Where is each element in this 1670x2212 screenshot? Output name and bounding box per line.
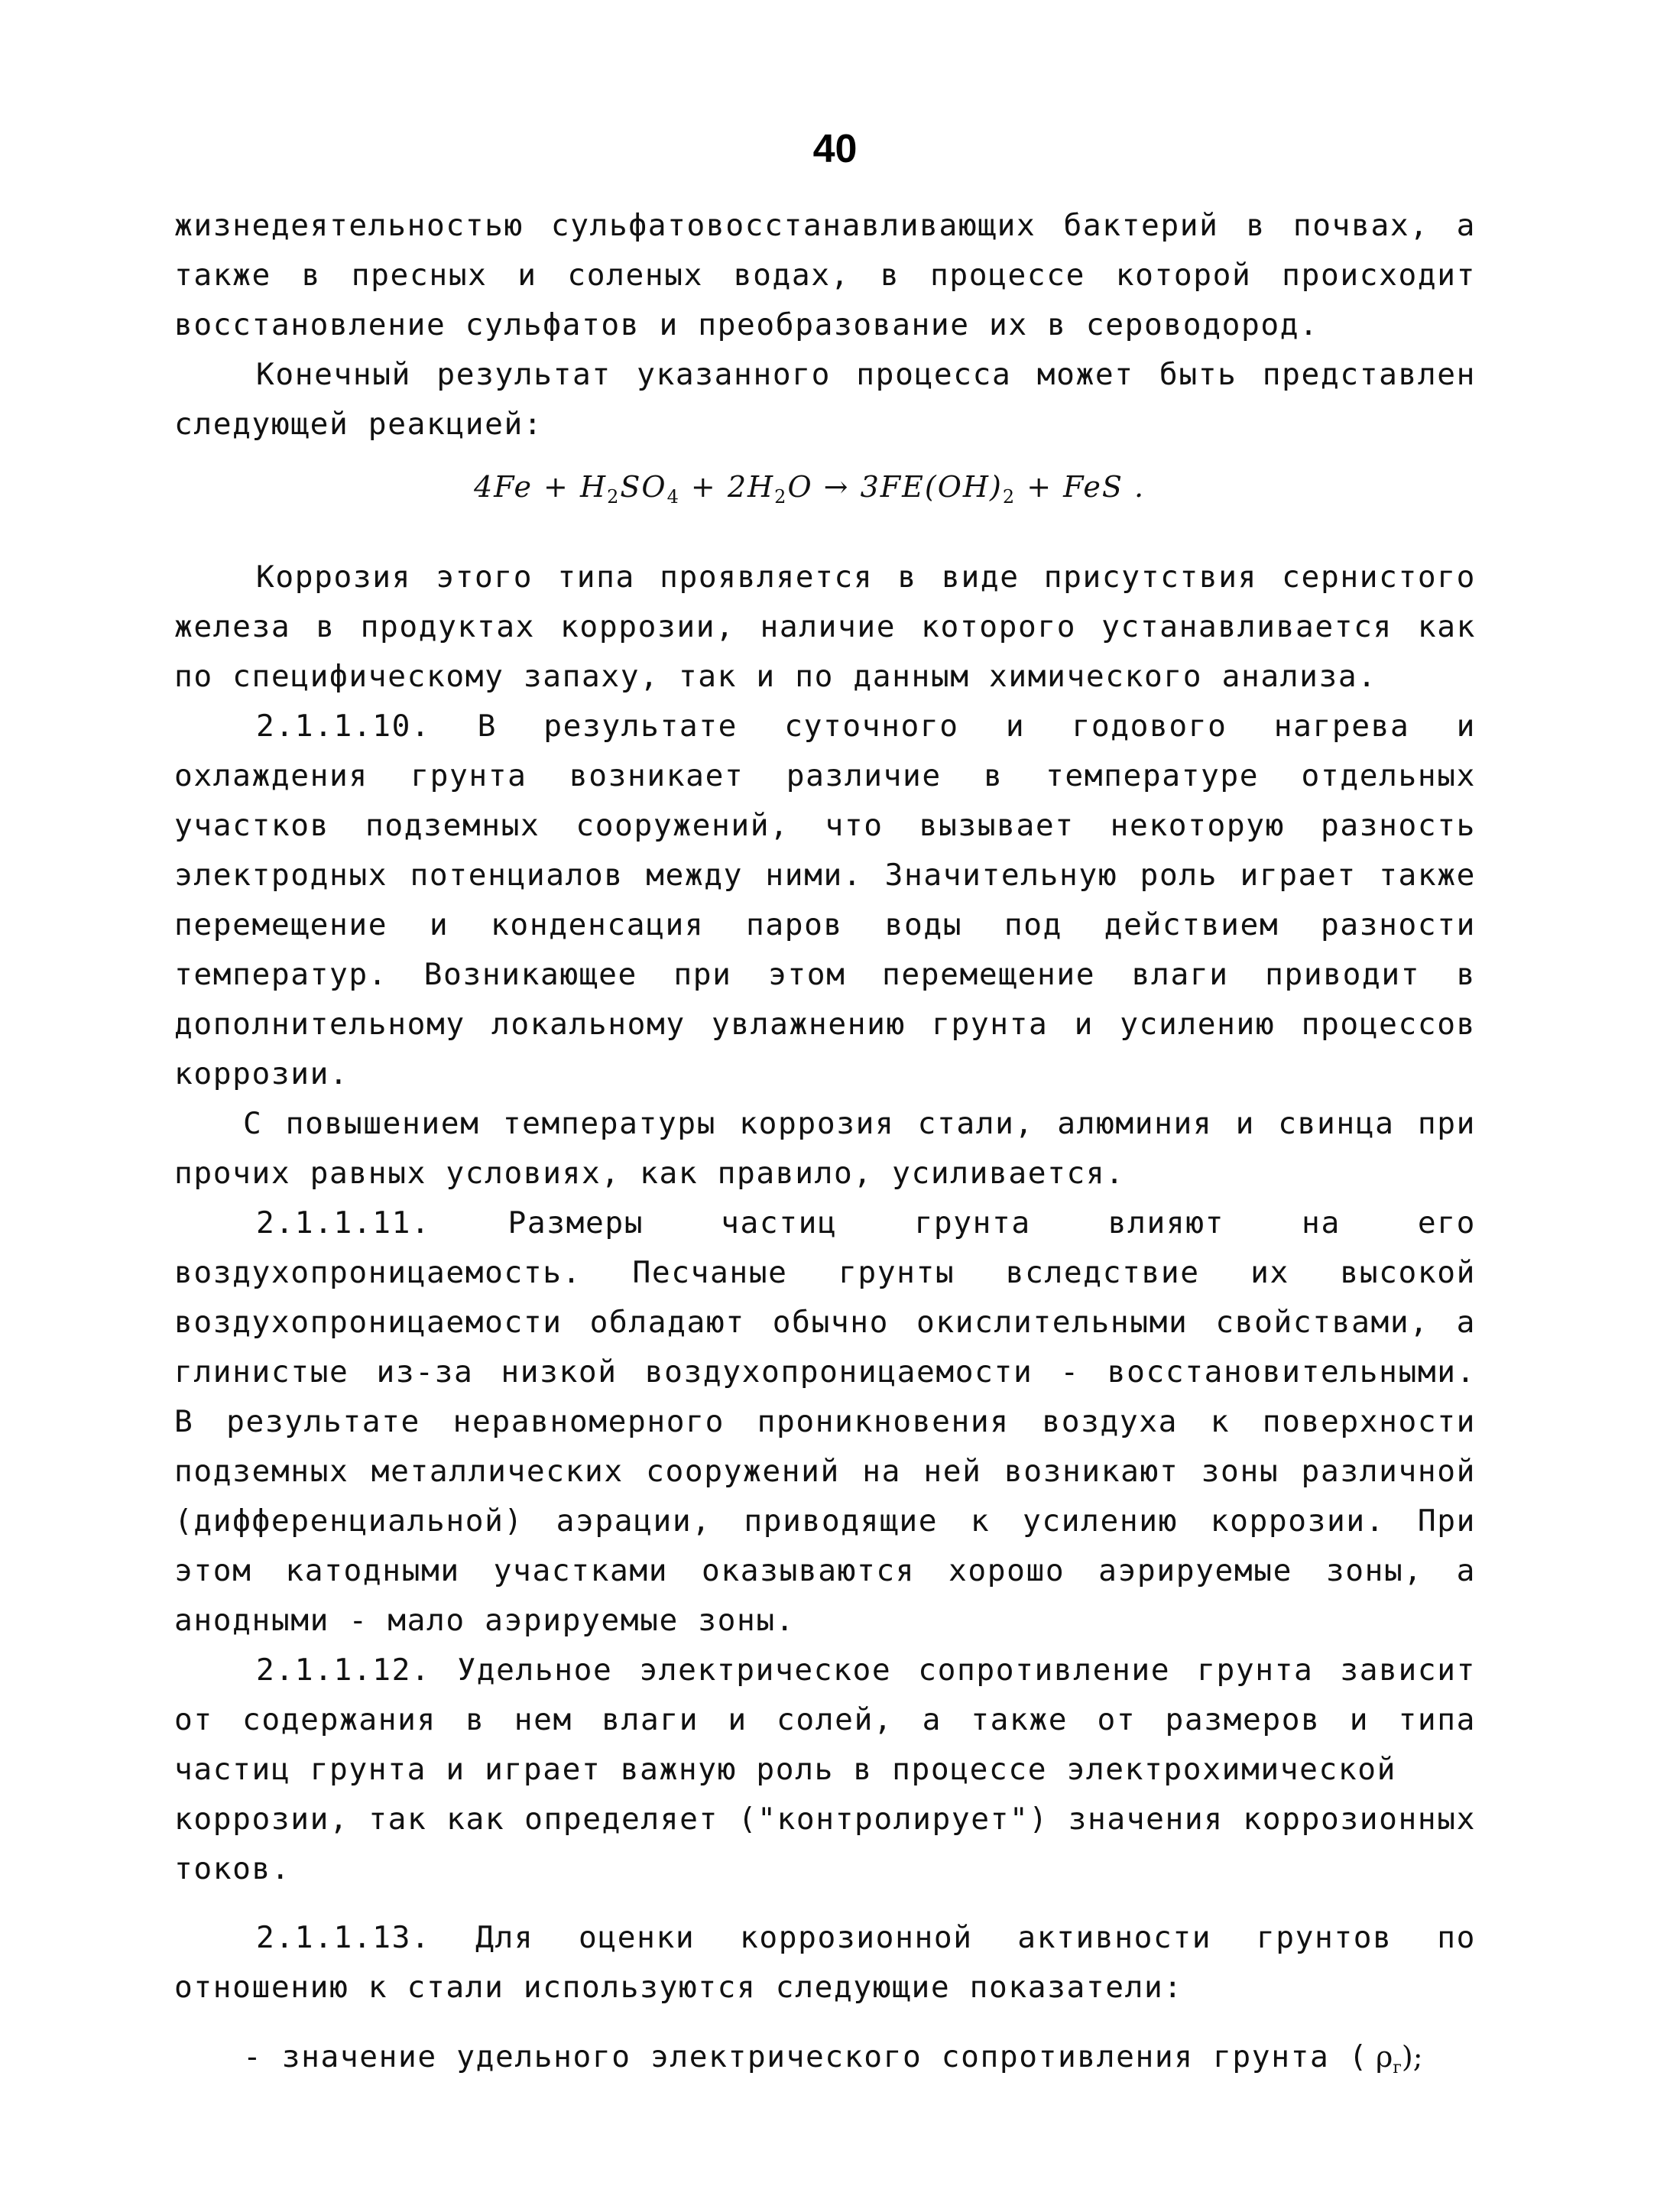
text-line: коррозии. [174,1056,349,1091]
text-line: железа в продуктах коррозии, наличие которого устанавливается как [174,609,1476,644]
text-line: этом катодными участками оказываются хорошо аэрируемые зоны, а [174,1553,1476,1588]
text-line: глинистые из-за низкой воздухопроницаемости - восстановительными. [174,1354,1476,1390]
text-line: также в пресных и соленых водах, в процессе которой происходит [174,258,1476,293]
text-line: перемещение и конденсация паров воды под действием разности [174,907,1476,942]
text-line: Конечный результат указанного процесса может быть представлен [256,357,1476,392]
text-line: дополнительному локальному увлажнению грунта и усилению процессов [174,1007,1476,1042]
text-line: анодными - мало аэрируемые зоны. [174,1603,796,1638]
text-line: участков подземных сооружений, что вызывает некоторую разность [174,808,1476,843]
text-line: следующей реакцией: [174,407,543,442]
text-line: (дифференциальной) аэрации, приводящие к усилению коррозии. При [174,1503,1476,1539]
page-number: 40 [812,127,858,171]
text-line: электродных потенциалов между ними. Значительную роль играет также [174,858,1476,893]
text-line: токов. [174,1851,291,1886]
text-line: 2.1.1.13. Для оценки коррозионной активности грунтов по [256,1920,1476,1955]
text-line: коррозии, так как определяет ("контролирует") значения коррозионных [174,1802,1476,1837]
text-line: С повышением температуры коррозия стали, алюминия и свинца при [243,1106,1476,1141]
text-line: жизнедеятельностью сульфатовосстанавливающих бактерий в почвах, а [174,208,1476,243]
text-line: подземных металлических сооружений на ней возникают зоны различной [174,1454,1476,1489]
resistivity-symbol: $\rho_г$); [1376,2040,1423,2077]
text-line: восстановление сульфатов и преобразование их в сероводород. [174,307,1319,342]
text-line: прочих равных условиях, как правило, усиливается. [174,1156,1125,1191]
text-line: воздухопроницаемость. Песчаные грунты вследствие их высокой [174,1255,1476,1290]
text-line: частиц грунта и играет важную роль в процессе электрохимической [174,1752,1397,1787]
text-line: по специфическому запаху, так и по данным химического анализа. [174,659,1377,694]
text-line: охлаждения грунта возникает различие в температуре отдельных [174,758,1476,793]
text-line: воздухопроницаемости обладают обычно окислительными свойствами, а [174,1305,1476,1340]
text-line: 2.1.1.11. Размеры частиц грунта влияют на его [256,1205,1476,1241]
text-line: 2.1.1.10. В результате суточного и годового нагрева и [256,709,1476,744]
text-line: от содержания в нем влаги и солей, а также от размеров и типа [174,1702,1476,1737]
text-line: отношению к стали используются следующие показатели: [174,1970,1183,2005]
text-line: Коррозия этого типа проявляется в виде присутствия сернистого [256,559,1476,595]
text-line: - значение удельного электрического сопротивления грунта ( [243,2039,1369,2074]
text-line: В результате неравномерного проникновения воздуха к поверхности [174,1404,1476,1439]
text-line: температур. Возникающее при этом перемещение влаги приводит в [174,957,1476,992]
chemical-formula: $4Fe + H_2SO_4 + 2H_2O \to 3FE(OH)_2$ + FeS . [474,470,1146,508]
text-line: 2.1.1.12. Удельное электрическое сопротивление грунта зависит [256,1653,1476,1688]
